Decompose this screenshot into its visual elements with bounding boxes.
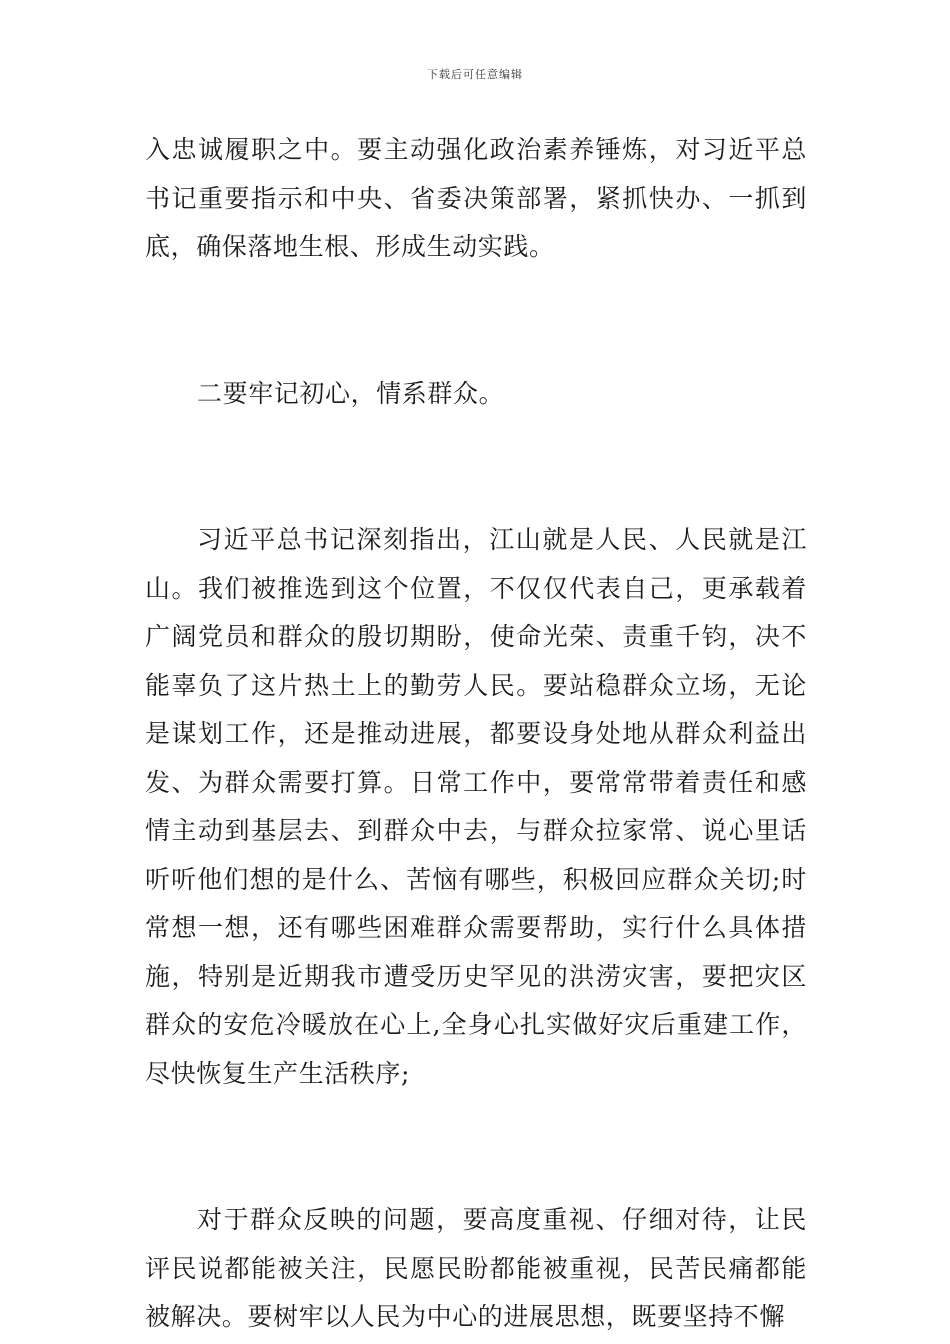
paragraph-gap (145, 1098, 807, 1196)
paragraph-main: 习近平总书记深刻指出，江山就是人民、人民就是江山。我们被推选到这个位置，不仅仅代表自己，更承载着广阔党员和群众的殷切期盼，使命光荣、责重千钧，决不能辜负了这片热土上的勤劳人民。要站稳群众立场，无论是谋划工作，还是推动进展，都要设身处地从群众利益出发、为群众需要打算。日常工作中，要常常带着责任和感情主动到基层去、到群众中去，与群众拉家常、说心里话听听他们想的是什么、苦恼有哪些，积极回应群众关切;时常想一想，还有哪些困难群众需要帮助，实行什么具体措施，特别是近期我市遭受历史罕见的洪涝灾害，要把灾区群众的安危冷暖放在心上,全身心扎实做好灾后重建工作，尽快恢复生产生活秩序; (145, 525, 807, 1088)
paragraph-gap (145, 418, 807, 516)
paragraph-continuation: 入忠诚履职之中。要主动强化政治素养锤炼，对习近平总书记重要指示和中央、省委决策部署，紧抓快办、一抓到底，确保落地生根、形成生动实践。 (145, 135, 807, 261)
paragraph-following: 对于群众反映的问题，要高度重视、仔细对待，让民评民说都能被关注，民愿民盼都能被重视，民苦民痛都能被解决。要树牢以人民为中心的进展思想，既要坚持不懈 (145, 1205, 807, 1331)
section-heading: 二要牢记初心，情系群众。 (197, 378, 505, 408)
document-body (145, 126, 807, 1342)
page-header-note: 下载后可任意编辑 (427, 68, 523, 81)
paragraph-gap (145, 272, 807, 370)
